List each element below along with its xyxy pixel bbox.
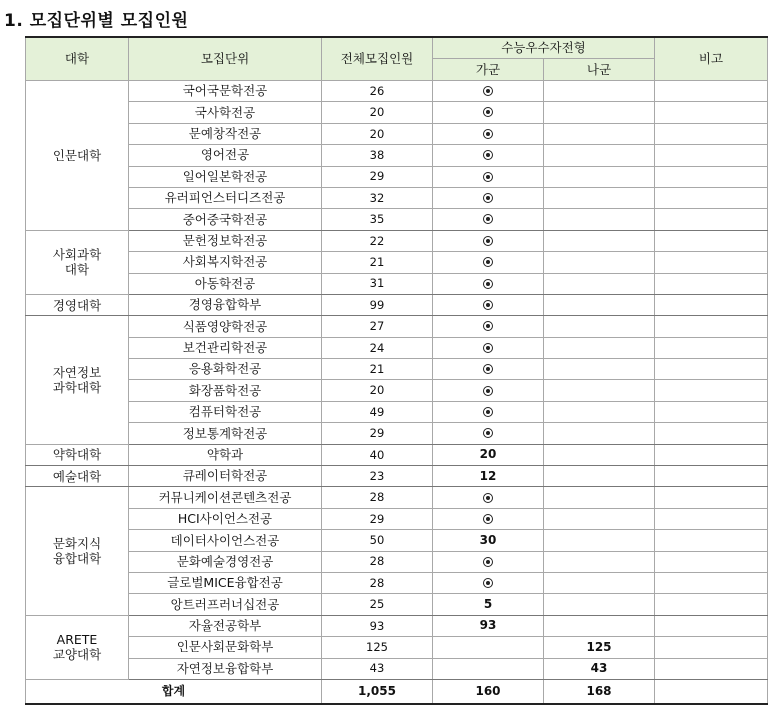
major-name: 식품영양학전공 [129, 316, 322, 337]
total-quota: 29 [322, 423, 433, 444]
quota-ga [433, 401, 544, 422]
college-name [26, 81, 129, 231]
total-quota: 29 [322, 508, 433, 529]
major-name: 정보통계학전공 [129, 423, 322, 444]
quota-ga [433, 166, 544, 187]
header-note: 비고 [655, 37, 768, 81]
quota-na: 43 [544, 658, 655, 679]
header-suneung: 수능우수자전형 [433, 37, 655, 59]
note-cell [655, 615, 768, 636]
note-cell [655, 466, 768, 487]
major-name: 국어국문학전공 [129, 81, 322, 102]
college-name [26, 487, 129, 615]
quota-ga: 12 [433, 466, 544, 487]
table-row [26, 81, 768, 102]
selected-mark-icon [483, 214, 493, 224]
major-name: 국사학전공 [129, 102, 322, 123]
note-cell [655, 444, 768, 465]
note-cell [655, 594, 768, 615]
total-quota: 20 [322, 102, 433, 123]
quota-ga [433, 209, 544, 230]
quota-ga [433, 637, 544, 658]
note-cell [655, 337, 768, 358]
note-cell [655, 530, 768, 551]
college-name-line: 융합대학 [52, 551, 102, 567]
note-cell [655, 252, 768, 273]
table-row [26, 423, 768, 444]
major-name: 일어일본학전공 [129, 166, 322, 187]
college-name-line: 대학 [64, 262, 90, 278]
selected-mark-icon [483, 129, 493, 139]
selected-mark-icon [483, 343, 493, 353]
quota-ga: 20 [433, 444, 544, 465]
quota-ga [433, 337, 544, 358]
selected-mark-icon [483, 279, 493, 289]
major-name: 사회복지학전공 [129, 252, 322, 273]
major-name: 문화예술경영전공 [129, 551, 322, 572]
major-name: 앙트러프러너십전공 [129, 594, 322, 615]
note-cell [655, 423, 768, 444]
college-name-line: 예술대학 [52, 468, 102, 484]
total-quota: 21 [322, 252, 433, 273]
quota-na [544, 572, 655, 593]
table-row [26, 294, 768, 315]
selected-mark-icon [483, 493, 493, 503]
quota-na [544, 166, 655, 187]
major-name: 아동학전공 [129, 273, 322, 294]
quota-ga [433, 658, 544, 679]
quota-ga [433, 102, 544, 123]
total-quota: 50 [322, 530, 433, 551]
note-cell [655, 637, 768, 658]
college-name-line: 교양대학 [52, 647, 102, 663]
major-name: 글로벌MICE융합전공 [129, 572, 322, 593]
major-name: 커뮤니케이션콘텐츠전공 [129, 487, 322, 508]
quota-ga [433, 123, 544, 144]
quota-ga: 93 [433, 615, 544, 636]
total-quota: 40 [322, 444, 433, 465]
quota-na [544, 209, 655, 230]
table-row [26, 337, 768, 358]
note-cell [655, 380, 768, 401]
selected-mark-icon [483, 386, 493, 396]
major-name: 컴퓨터학전공 [129, 401, 322, 422]
selected-mark-icon [483, 257, 493, 267]
total-quota: 28 [322, 487, 433, 508]
table-row [26, 530, 768, 551]
quota-ga [433, 508, 544, 529]
college-name-line: ARETE [56, 632, 98, 648]
quota-ga [433, 187, 544, 208]
college-name-line: 과학대학 [52, 379, 102, 395]
quota-ga [433, 551, 544, 572]
quota-na [544, 508, 655, 529]
sum-ga: 160 [433, 679, 544, 704]
selected-mark-icon [483, 172, 493, 182]
total-quota: 49 [322, 401, 433, 422]
total-quota: 43 [322, 658, 433, 679]
quota-na [544, 615, 655, 636]
total-quota: 93 [322, 615, 433, 636]
college-name-line: 문화지식 [52, 536, 102, 552]
total-quota: 26 [322, 81, 433, 102]
quota-ga [433, 294, 544, 315]
quota-ga: 5 [433, 594, 544, 615]
quota-ga [433, 487, 544, 508]
quota-na [544, 81, 655, 102]
table-row [26, 401, 768, 422]
quota-ga [433, 359, 544, 380]
total-quota: 29 [322, 166, 433, 187]
table-row [26, 209, 768, 230]
note-cell [655, 508, 768, 529]
college-name-line: 경영대학 [52, 297, 102, 313]
selected-mark-icon [483, 107, 493, 117]
quota-ga: 30 [433, 530, 544, 551]
major-name: 데이터사이언스전공 [129, 530, 322, 551]
quota-na [544, 145, 655, 166]
table-row [26, 487, 768, 508]
table-row [26, 658, 768, 679]
note-cell [655, 273, 768, 294]
header-na: 나군 [544, 59, 655, 81]
header-ga: 가군 [433, 59, 544, 81]
college-name-line: 약학대학 [52, 447, 102, 463]
quota-ga [433, 252, 544, 273]
college-name [26, 294, 129, 315]
major-name: 화장품학전공 [129, 380, 322, 401]
quota-na [544, 594, 655, 615]
note-cell [655, 487, 768, 508]
sum-label: 합계 [26, 679, 322, 704]
major-name: 경영융합학부 [129, 294, 322, 315]
quota-na [544, 187, 655, 208]
quota-ga [433, 572, 544, 593]
header-total: 전체모집인원 [322, 37, 433, 81]
table-row [26, 273, 768, 294]
note-cell [655, 294, 768, 315]
header-college: 대학 [26, 37, 129, 81]
college-name [26, 230, 129, 294]
major-name: 영어전공 [129, 145, 322, 166]
table-row [26, 230, 768, 251]
college-name-line: 인문대학 [52, 147, 102, 163]
total-quota: 27 [322, 316, 433, 337]
selected-mark-icon [483, 193, 493, 203]
header-major: 모집단위 [129, 37, 322, 81]
quota-na [544, 123, 655, 144]
note-cell [655, 572, 768, 593]
major-name: 큐레이터학전공 [129, 466, 322, 487]
quota-na [544, 230, 655, 251]
college-name [26, 316, 129, 444]
major-name: 문예창작전공 [129, 123, 322, 144]
quota-na [544, 551, 655, 572]
table-row [26, 166, 768, 187]
quota-ga [433, 380, 544, 401]
selected-mark-icon [483, 150, 493, 160]
total-quota: 125 [322, 637, 433, 658]
quota-na [544, 294, 655, 315]
total-quota: 28 [322, 572, 433, 593]
table-row [26, 466, 768, 487]
sum-row [26, 679, 768, 704]
major-name: 자연정보융합학부 [129, 658, 322, 679]
quota-na [544, 316, 655, 337]
quota-na [544, 423, 655, 444]
total-quota: 38 [322, 145, 433, 166]
table-row [26, 123, 768, 144]
selected-mark-icon [483, 557, 493, 567]
major-name: 응용화학전공 [129, 359, 322, 380]
quota-na [544, 487, 655, 508]
table-row [26, 102, 768, 123]
selected-mark-icon [483, 514, 493, 524]
sum-na: 168 [544, 679, 655, 704]
college-name-line: 자연정보 [52, 364, 102, 380]
major-name: 문헌정보학전공 [129, 230, 322, 251]
sum-total: 1,055 [322, 679, 433, 704]
table-row [26, 637, 768, 658]
quota-na [544, 252, 655, 273]
total-quota: 32 [322, 187, 433, 208]
table-row [26, 316, 768, 337]
college-name [26, 466, 129, 487]
quota-ga [433, 273, 544, 294]
selected-mark-icon [483, 407, 493, 417]
major-name: 인문사회문화학부 [129, 637, 322, 658]
college-name [26, 444, 129, 465]
quota-na [544, 273, 655, 294]
table-row [26, 252, 768, 273]
college-name-line: 사회과학 [52, 247, 102, 263]
major-name: 자율전공학부 [129, 615, 322, 636]
quota-ga [433, 230, 544, 251]
selected-mark-icon [483, 578, 493, 588]
table-row [26, 572, 768, 593]
table-body [26, 81, 768, 680]
quota-na [544, 530, 655, 551]
table-row [26, 508, 768, 529]
table-row [26, 615, 768, 636]
table-row [26, 187, 768, 208]
total-quota: 21 [322, 359, 433, 380]
table-row [26, 380, 768, 401]
note-cell [655, 401, 768, 422]
selected-mark-icon [483, 364, 493, 374]
table-row [26, 551, 768, 572]
college-name [26, 615, 129, 679]
note-cell [655, 187, 768, 208]
total-quota: 20 [322, 123, 433, 144]
total-quota: 24 [322, 337, 433, 358]
note-cell [655, 166, 768, 187]
total-quota: 31 [322, 273, 433, 294]
table-row [26, 145, 768, 166]
total-quota: 25 [322, 594, 433, 615]
quota-ga [433, 316, 544, 337]
total-quota: 23 [322, 466, 433, 487]
section-heading: 1. 모집단위별 모집인원 [4, 11, 189, 31]
total-quota: 28 [322, 551, 433, 572]
total-quota: 22 [322, 230, 433, 251]
major-name: 약학과 [129, 444, 322, 465]
quota-na [544, 466, 655, 487]
quota-na [544, 401, 655, 422]
note-cell [655, 123, 768, 144]
major-name: 중어중국학전공 [129, 209, 322, 230]
table-row [26, 444, 768, 465]
note-cell [655, 658, 768, 679]
total-quota: 20 [322, 380, 433, 401]
note-cell [655, 230, 768, 251]
quota-ga [433, 423, 544, 444]
note-cell [655, 551, 768, 572]
quota-na [544, 337, 655, 358]
major-name: 보건관리학전공 [129, 337, 322, 358]
quota-ga [433, 145, 544, 166]
quota-na [544, 380, 655, 401]
selected-mark-icon [483, 428, 493, 438]
note-cell [655, 81, 768, 102]
note-cell [655, 145, 768, 166]
selected-mark-icon [483, 321, 493, 331]
major-name: HCI사이언스전공 [129, 508, 322, 529]
selected-mark-icon [483, 300, 493, 310]
table-row [26, 594, 768, 615]
quota-na [544, 444, 655, 465]
selected-mark-icon [483, 236, 493, 246]
note-cell [655, 316, 768, 337]
table-row [26, 359, 768, 380]
selected-mark-icon [483, 86, 493, 96]
total-quota: 35 [322, 209, 433, 230]
total-quota: 99 [322, 294, 433, 315]
quota-na: 125 [544, 637, 655, 658]
note-cell [655, 359, 768, 380]
major-name: 유러피언스터디즈전공 [129, 187, 322, 208]
quota-ga [433, 81, 544, 102]
quota-na [544, 102, 655, 123]
note-cell [655, 209, 768, 230]
sum-note [655, 679, 768, 704]
admission-quota-table [25, 36, 768, 705]
note-cell [655, 102, 768, 123]
quota-na [544, 359, 655, 380]
